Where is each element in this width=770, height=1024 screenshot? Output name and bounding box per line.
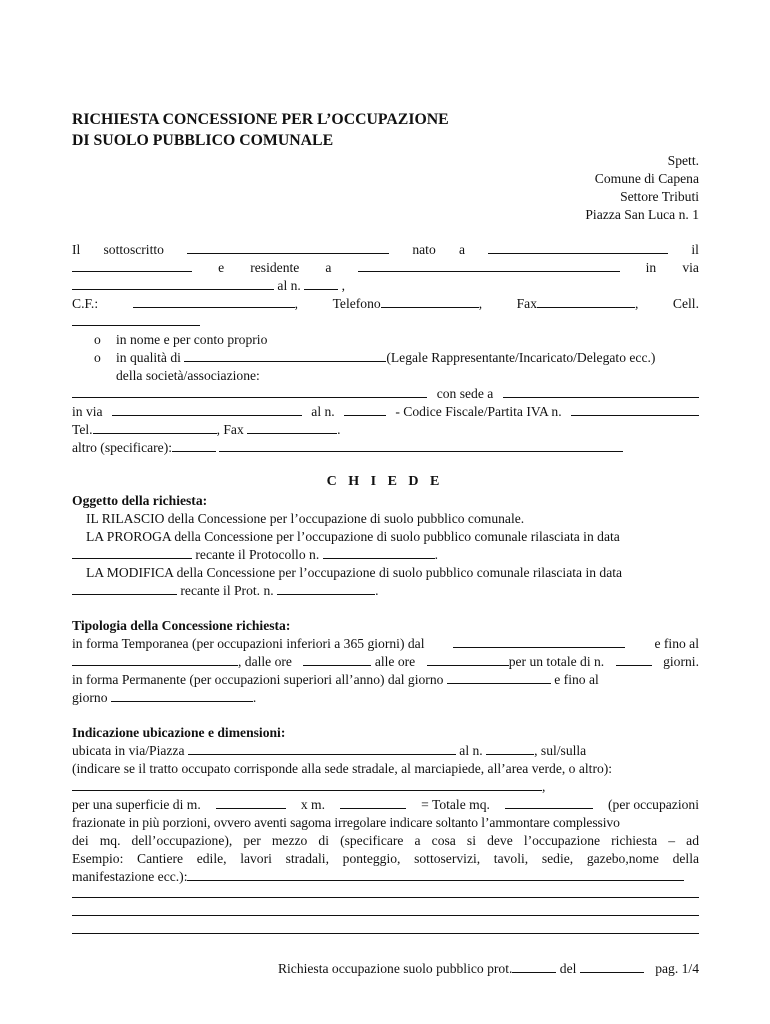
circle-bullet-icon: o (94, 350, 101, 365)
blank-line-3[interactable] (72, 933, 699, 934)
width-field[interactable] (216, 796, 286, 809)
circle-bullet-icon: o (94, 332, 101, 347)
oggetto-heading: Oggetto della richiesta: (72, 493, 208, 508)
modifica-date-field[interactable] (72, 582, 177, 595)
cf-field[interactable] (133, 295, 295, 308)
para-line-5: manifestazione ecc.): (72, 868, 699, 885)
company-label: della società/associazione: (116, 368, 260, 383)
footer-date-field[interactable] (580, 960, 644, 973)
title-line-2: DI SUOLO PUBBLICO COMUNALE (72, 132, 334, 149)
modifica-line-2: recante il Prot. n. . (72, 582, 699, 599)
permanente-line-1: in forma Permanente (per occupazioni superiori all’anno) dal giorno e fino al (72, 672, 599, 687)
other-field-a[interactable] (172, 439, 216, 452)
temp-to-field[interactable] (72, 653, 238, 666)
temp-days-field[interactable] (616, 653, 652, 666)
applicant-line-5 (72, 313, 699, 330)
cell-field[interactable] (72, 313, 200, 326)
footer-prot-field[interactable] (512, 960, 556, 973)
company-name-field[interactable] (72, 385, 427, 398)
ubicazione-line-3: , (72, 778, 699, 795)
recipient-spett: Spett. (667, 153, 699, 168)
modifica-protocol-field[interactable] (277, 582, 375, 595)
temp-from-hour-field[interactable] (303, 653, 371, 666)
company-line-1: con sede a (72, 385, 699, 402)
applicant-line-1: Il sottoscritto nato a il (72, 242, 699, 257)
superficie-line: per una superficie di m. x m. = Totale mq. (per occupazioni (72, 797, 699, 812)
option-in-quality[interactable]: o in qualità di (Legale Rappresentante/Incaricato/Delegato ecc.) (94, 350, 656, 365)
applicant-line-4: C.F.: , Telefono , Fax , Cell. (72, 296, 699, 311)
recipient-comune: Comune di Capena (594, 171, 699, 186)
residence-number-field[interactable] (304, 277, 338, 290)
location-street-field[interactable] (188, 742, 456, 755)
chiede-heading: C H I E D E (326, 474, 444, 489)
temporanea-line-1: in forma Temporanea (per occupazioni inferiori a 365 giorni) dal e fino al (72, 636, 699, 651)
residence-city-field[interactable] (358, 259, 620, 272)
applicant-line-2: e residente a in via (72, 259, 699, 276)
total-sqm-field[interactable] (505, 796, 593, 809)
quality-field[interactable] (184, 349, 386, 362)
tipologia-heading: Tipologia della Concessione richiesta: (72, 618, 291, 633)
company-phone-field[interactable] (93, 421, 217, 434)
option-proroga[interactable]: LA PROROGA della Concessione per l’occupazione di suolo pubblico comunale rilasciata in data (86, 529, 620, 544)
temporanea-line-2: , dalle ore alle ore per un totale di n. giorni. (72, 653, 699, 670)
perm-to-field[interactable] (111, 689, 253, 702)
company-city-field[interactable] (503, 385, 699, 398)
proroga-date-field[interactable] (72, 546, 192, 559)
ubicazione-heading: Indicazione ubicazione e dimensioni: (72, 725, 286, 740)
location-type-field[interactable] (72, 778, 542, 791)
name-field[interactable] (187, 241, 389, 254)
birthplace-field[interactable] (488, 241, 668, 254)
proroga-protocol-field[interactable] (323, 546, 435, 559)
para-line-3: dei mq. dell’occupazione), per mezzo di (specificare a cosa si deve l’occupazione richiesta – ad (72, 833, 699, 848)
company-line-4: altro (specificare): (72, 439, 699, 456)
residence-street-field[interactable] (72, 277, 274, 290)
recipient-settore: Settore Tributi (620, 189, 699, 204)
temp-to-hour-field[interactable] (427, 653, 509, 666)
company-line-3: Tel. , Fax . (72, 422, 341, 437)
footer: Richiesta occupazione suolo pubblico prot. del pag. 1/4 (277, 961, 699, 976)
length-field[interactable] (340, 796, 406, 809)
option-rilascio[interactable]: IL RILASCIO della Concessione per l’occupazione di suolo pubblico comunale. (86, 511, 525, 526)
phone-field[interactable] (381, 295, 479, 308)
applicant-line-3: al n. , (72, 277, 699, 294)
page-number: pag. 1/4 (655, 961, 699, 976)
company-fax-field[interactable] (247, 421, 337, 434)
recipient-address: Piazza San Luca n. 1 (585, 207, 699, 222)
blank-line-1[interactable] (72, 897, 699, 898)
ubicazione-note: (indicare se il tratto occupato corrisponde alla sede stradale, al marciapiede, all’area verde, o altro): (72, 761, 613, 776)
temp-from-field[interactable] (453, 635, 625, 648)
permanente-line-2: giorno . (72, 690, 257, 705)
purpose-field[interactable] (187, 868, 684, 881)
company-number-field[interactable] (344, 403, 386, 416)
ubicazione-line-1: ubicata in via/Piazza al n. , sul/sulla (72, 743, 587, 758)
title-line-1: RICHIESTA CONCESSIONE PER L’OCCUPAZIONE (72, 111, 449, 128)
location-number-field[interactable] (486, 742, 534, 755)
para-line-4: Esempio: Cantiere edile, lavori stradali, ponteggio, sottoservizi, tavoli, sedie, gazebo,nome della (72, 851, 699, 866)
proroga-line-2: recante il Protocollo n. . (72, 546, 699, 563)
birthdate-field[interactable] (72, 259, 192, 272)
option-modifica[interactable]: LA MODIFICA della Concessione per l’occupazione di suolo pubblico comunale rilasciata in data (86, 565, 623, 580)
fax-field[interactable] (537, 295, 635, 308)
blank-line-2[interactable] (72, 915, 699, 916)
company-street-field[interactable] (112, 403, 302, 416)
perm-from-field[interactable] (447, 671, 551, 684)
company-line-2: in via al n. - Codice Fiscale/Partita IVA n. (72, 403, 699, 420)
para-line-2: frazionate in più porzioni, ovvero aventi sagoma irregolare indicare soltanto l’ammontare complessivo (72, 815, 620, 830)
option-own-behalf[interactable]: o in nome e per conto proprio (94, 332, 268, 347)
other-field-b[interactable] (219, 439, 623, 452)
company-vat-field[interactable] (571, 403, 699, 416)
